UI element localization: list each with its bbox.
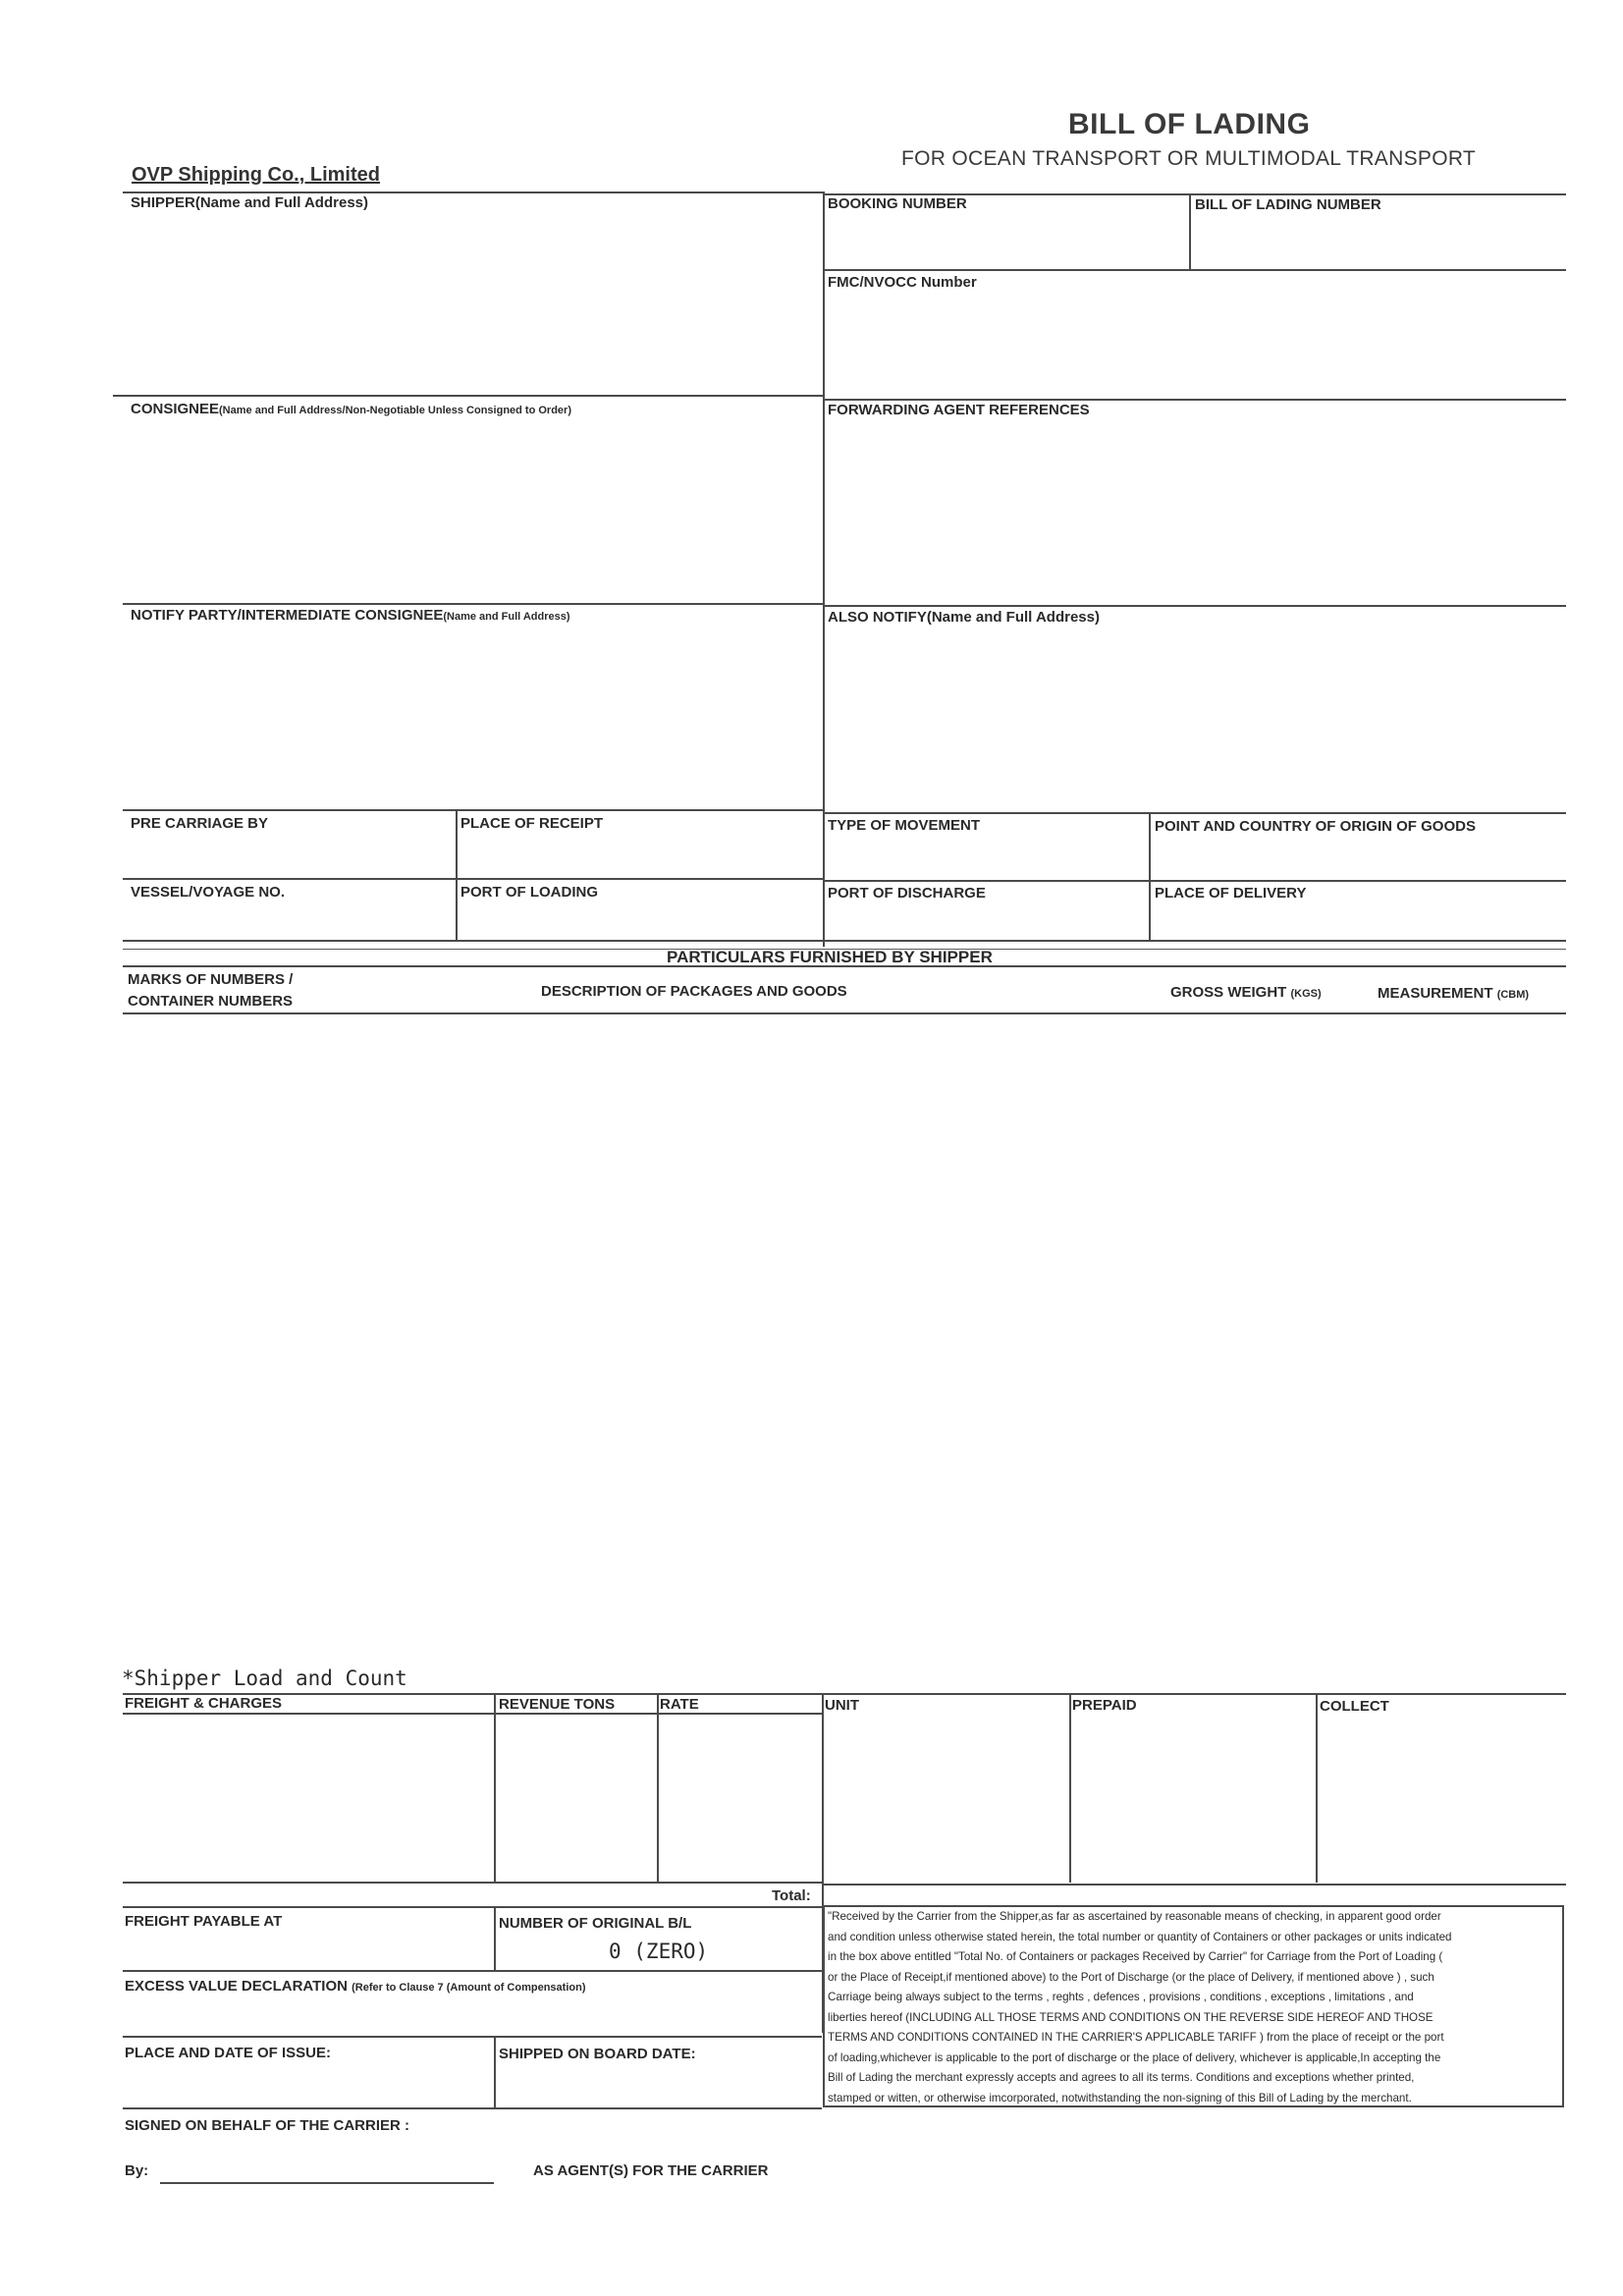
point-origin-label: POINT AND COUNTRY OF ORIGIN OF GOODS: [1155, 818, 1476, 835]
consignee-bottom-border: [123, 603, 825, 605]
consignee-label-note: (Name and Full Address/Non-Negotiable Unless Consigned to Order): [219, 405, 571, 416]
freight-divider-1: [494, 1694, 496, 1883]
port-of-loading-label: PORT OF LOADING: [460, 884, 598, 901]
terms-line: Carriage being always subject to the terms , reghts , defences , provisions , conditions , exceptions , limitations , and: [828, 1991, 1414, 2003]
document-subtitle: FOR OCEAN TRANSPORT OR MULTIMODAL TRANSPORT: [901, 147, 1477, 170]
terms-line: Bill of Lading the merchant expressly accepts and agrees to all its terms. Conditions and exceptions whether printed,: [828, 2071, 1415, 2084]
freight-top-border: [123, 1693, 1566, 1695]
marks-label-line2: CONTAINER NUMBERS: [128, 993, 294, 1010]
excess-value-label: [125, 1978, 585, 1995]
company-name: OVP Shipping Co., Limited: [132, 164, 380, 186]
unit-label: UNIT: [825, 1697, 859, 1714]
pre-carriage-label: PRE CARRIAGE BY: [131, 815, 269, 832]
shipper-bottom-border: [113, 395, 825, 397]
measurement-unit: (CBM): [1496, 989, 1530, 1001]
marks-label-line1: MARKS OF NUMBERS /: [128, 971, 294, 988]
terms-line: and condition unless otherwise stated herein, the total number or quantity of Containers or other packages or units indicated: [828, 1930, 1452, 1943]
notify-bottom-border: [123, 809, 825, 811]
freight-body-bottom-right: [822, 1884, 1566, 1886]
total-row-bottom: [123, 1906, 822, 1908]
revenue-tons-label: REVENUE TONS: [499, 1696, 616, 1713]
routing-bottom-border: [123, 940, 1566, 942]
fmc-bottom-border: [825, 399, 1566, 401]
booking-bottom-border: [825, 269, 1566, 271]
issue-row-bottom: [123, 2107, 822, 2109]
description-label: DESCRIPTION OF PACKAGES AND GOODS: [541, 983, 847, 1000]
place-date-issue-label: PLACE AND DATE OF ISSUE:: [125, 2045, 332, 2061]
center-divider: [823, 192, 825, 947]
num-original-bottom: [123, 1970, 822, 1972]
particulars-heading: PARTICULARS FURNISHED BY SHIPPER: [667, 948, 993, 966]
notify-party-label-main: NOTIFY PARTY/INTERMEDIATE CONSIGNEE: [131, 607, 444, 624]
gross-weight-unit: (KGS): [1290, 988, 1322, 1000]
num-original-value: 0 (ZERO): [609, 1940, 709, 1963]
terms-line: of loading,whichever is applicable to the port of discharge or the place of delivery, whichever is applicable,In accepting the: [828, 2050, 1441, 2064]
routing-divider-1: [456, 810, 458, 940]
total-label: Total:: [772, 1887, 811, 1904]
bl-number-label: BILL OF LADING NUMBER: [1195, 196, 1381, 213]
forwarding-bottom-border: [825, 605, 1566, 607]
fmc-label: FMC/NVOCC Number: [828, 274, 977, 291]
also-notify-label: ALSO NOTIFY(Name and Full Address): [828, 609, 1100, 626]
routing-mid-left: [123, 878, 825, 880]
signed-on-behalf-label: SIGNED ON BEHALF OF THE CARRIER :: [125, 2117, 410, 2134]
place-of-receipt-label: PLACE OF RECEIPT: [460, 815, 604, 832]
measurement-label: [1378, 985, 1529, 1002]
footer-divider-top: [494, 1906, 496, 1970]
terms-line: in the box above entitled "Total No. of Containers or packages Received by Carrier" for Carriage from the Port of Loading (: [828, 1950, 1443, 1963]
consignee-label-main: CONSIGNEE: [131, 401, 220, 417]
shipper-top-border: [123, 191, 825, 193]
vessel-voyage-label: VESSEL/VOYAGE NO.: [131, 884, 285, 901]
port-of-discharge-label: PORT OF DISCHARGE: [828, 885, 986, 902]
freight-charges-label: FREIGHT & CHARGES: [125, 1695, 283, 1712]
terms-line: "Received by the Carrier from the Shipper,as far as ascertained by reasonable means of checking, in apparent good order: [828, 1910, 1441, 1923]
excess-value-note: (Refer to Clause 7 (Amount of Compensation): [352, 1982, 586, 1994]
terms-line: liberties hereof (INCLUDING ALL THOSE TERMS AND CONDITIONS ON THE REVERSE SIDE HEREOF AND THOSE: [828, 2010, 1434, 2024]
shipper-label: SHIPPER(Name and Full Address): [131, 194, 368, 211]
forwarding-agent-label: FORWARDING AGENT REFERENCES: [828, 402, 1090, 418]
collect-label: COLLECT: [1320, 1698, 1389, 1715]
place-of-delivery-label: PLACE OF DELIVERY: [1155, 885, 1307, 902]
terms-text: [828, 1907, 1561, 2108]
signature-line: [160, 2182, 494, 2184]
consignee-label: [131, 401, 571, 417]
measurement-text: MEASUREMENT: [1378, 985, 1493, 1002]
freight-divider-4: [1069, 1694, 1071, 1883]
notify-party-label-note: (Name and Full Address): [443, 611, 570, 623]
excess-value-main: EXCESS VALUE DECLARATION: [125, 1978, 348, 1995]
booking-bl-divider: [1189, 193, 1191, 270]
footer-divider-bottom: [494, 2036, 496, 2108]
terms-line: or the Place of Receipt,if mentioned above) to the Port of Discharge (or the place of Delivery, if mentioned above ) , such: [828, 1970, 1434, 1984]
booking-number-label: BOOKING NUMBER: [828, 195, 967, 212]
as-agent-label: AS AGENT(S) FOR THE CARRIER: [533, 2162, 769, 2179]
freight-header-bottom-left: [123, 1713, 822, 1715]
notify-party-label: [131, 607, 570, 624]
gross-weight-label: [1170, 984, 1322, 1001]
particulars-header-bottom: [123, 1012, 1566, 1014]
type-of-movement-label: TYPE OF MOVEMENT: [828, 817, 981, 834]
document-title: BILL OF LADING: [1068, 108, 1311, 140]
by-label: By:: [125, 2162, 149, 2179]
terms-line: TERMS AND CONDITIONS CONTAINED IN THE CARRIER'S APPLICABLE TARIFF ) from the place of receipt or the port: [828, 2031, 1444, 2044]
freight-body-bottom-left: [123, 1882, 822, 1884]
routing-mid-right: [825, 880, 1566, 882]
freight-divider-5: [1316, 1694, 1318, 1883]
also-notify-bottom-border: [825, 812, 1566, 814]
shipped-on-board-label: SHIPPED ON BOARD DATE:: [499, 2046, 696, 2062]
terms-line: stamped or witten, or otherwise imcorporated, notwithstanding the non-signing of this Bill of Lading by the merchant.: [828, 2091, 1412, 2105]
freight-divider-2: [657, 1694, 659, 1883]
shipper-load-count: *Shipper Load and Count: [122, 1667, 407, 1690]
rate-label: RATE: [660, 1696, 699, 1713]
prepaid-label: PREPAID: [1072, 1697, 1137, 1714]
num-original-label: NUMBER OF ORIGINAL B/L: [499, 1915, 692, 1932]
freight-payable-label: FREIGHT PAYABLE AT: [125, 1913, 283, 1930]
gross-weight-text: GROSS WEIGHT: [1170, 984, 1287, 1001]
routing-divider-2: [1149, 812, 1151, 940]
excess-value-bottom: [123, 2036, 822, 2038]
